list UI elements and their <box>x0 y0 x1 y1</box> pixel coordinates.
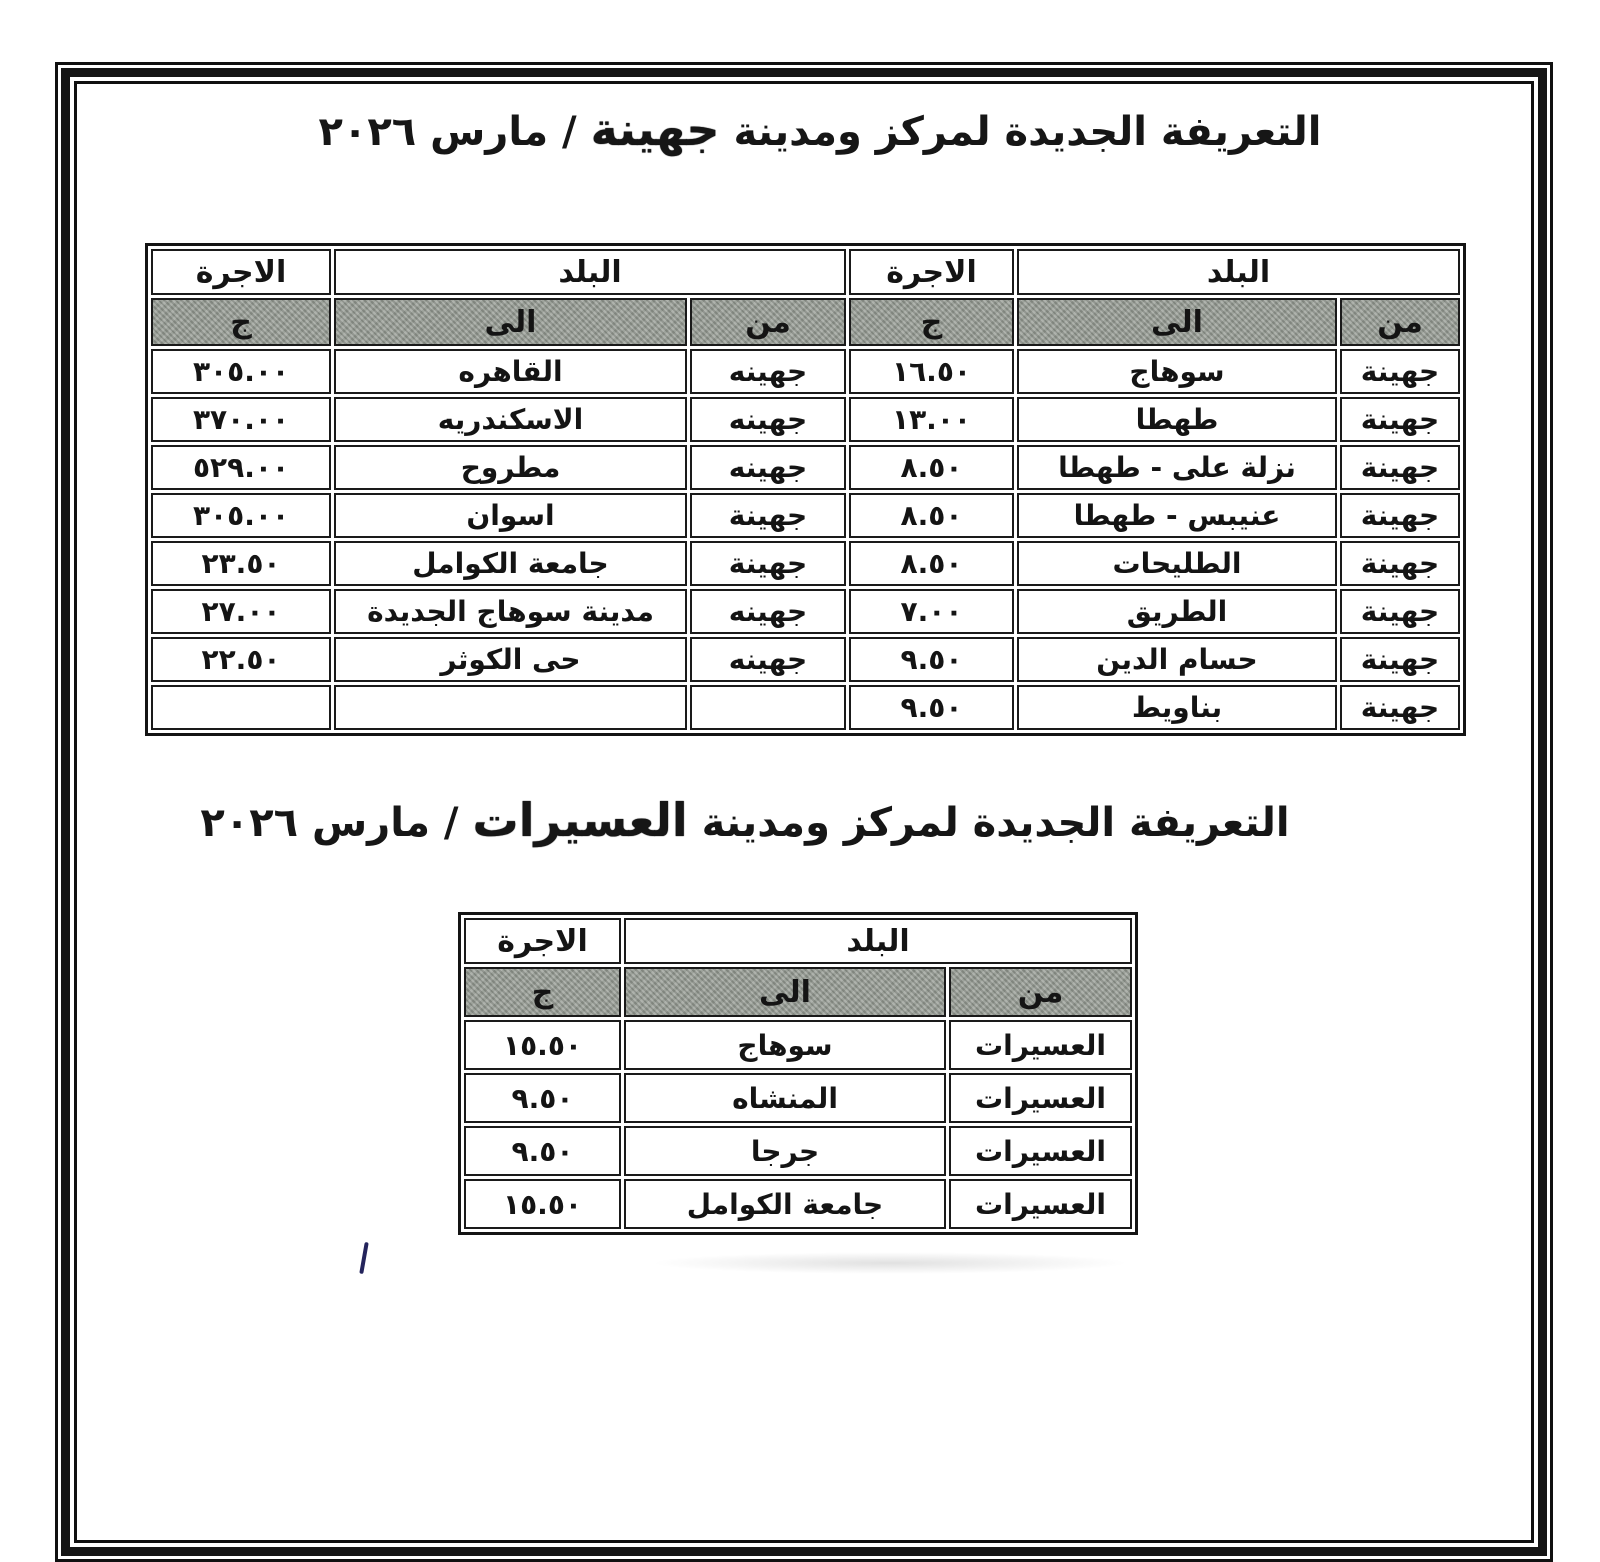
subheader-from: من <box>949 967 1132 1017</box>
cell-to: اسوان <box>334 493 687 538</box>
cell-to: سوهاج <box>1017 349 1337 394</box>
cell-from: جهينة <box>690 493 846 538</box>
cell-to: حسام الدين <box>1017 637 1337 682</box>
cell-fare: ١٥.٥٠ <box>464 1020 621 1070</box>
title-juhayna-city: جهينة <box>590 102 720 156</box>
table-row <box>464 1126 1132 1176</box>
table-row <box>151 493 1460 538</box>
cell-fare: ٩.٥٠ <box>849 685 1014 730</box>
header-country-left: البلد <box>334 249 846 295</box>
subheader-from-left: من <box>690 298 846 346</box>
cell-from: جهينة <box>1340 589 1460 634</box>
cell-to: الاسكندريه <box>334 397 687 442</box>
cell-fare: ٥٢٩.٠٠ <box>151 445 331 490</box>
header-fare: الاجرة <box>464 918 621 964</box>
title-juhayna <box>85 102 1555 156</box>
cell-from: العسيرات <box>949 1073 1132 1123</box>
cell-to: مدينة سوهاج الجديدة <box>334 589 687 634</box>
table-row <box>151 541 1460 586</box>
subheader-pound-right: ج <box>849 298 1014 346</box>
table-row <box>464 1073 1132 1123</box>
cell-to: بناويط <box>1017 685 1337 730</box>
header-fare-right: الاجرة <box>849 249 1014 295</box>
cell-to: الطليحات <box>1017 541 1337 586</box>
table-row <box>151 589 1460 634</box>
header-country-right: البلد <box>1017 249 1460 295</box>
cell-from <box>690 685 846 730</box>
title-asirat-city: العسيرات <box>472 793 688 847</box>
cell-from: جهينه <box>690 589 846 634</box>
cell-fare: ٧.٠٠ <box>849 589 1014 634</box>
subheader-pound: ج <box>464 967 621 1017</box>
cell-from: جهينه <box>690 445 846 490</box>
title-asirat-prefix: التعريفة الجديدة لمركز ومدينة <box>687 800 1290 846</box>
subheader-to-left: الى <box>334 298 687 346</box>
cell-to <box>334 685 687 730</box>
cell-fare: ١٦.٥٠ <box>849 349 1014 394</box>
cell-to: جامعة الكوامل <box>624 1179 946 1229</box>
cell-fare: ٩.٥٠ <box>849 637 1014 682</box>
header-fare-left: الاجرة <box>151 249 331 295</box>
title-juhayna-prefix: التعريفة الجديدة لمركز ومدينة <box>719 109 1322 155</box>
cell-from: جهينة <box>690 541 846 586</box>
cell-fare <box>151 685 331 730</box>
cell-fare: ٢٧.٠٠ <box>151 589 331 634</box>
cell-fare: ١٥.٥٠ <box>464 1179 621 1229</box>
table-row <box>151 637 1460 682</box>
table2-header-row <box>464 918 1132 964</box>
subheader-pound-left: ج <box>151 298 331 346</box>
cell-from: جهينه <box>690 637 846 682</box>
cell-from: جهينة <box>1340 445 1460 490</box>
cell-from: العسيرات <box>949 1179 1132 1229</box>
cell-to: المنشاه <box>624 1073 946 1123</box>
cell-to: جرجا <box>624 1126 946 1176</box>
cell-fare: ١٣.٠٠ <box>849 397 1014 442</box>
cell-to: عنيبس - طهطا <box>1017 493 1337 538</box>
cell-fare: ٣٠٥.٠٠ <box>151 493 331 538</box>
header-country: البلد <box>624 918 1132 964</box>
cell-to: القاهره <box>334 349 687 394</box>
fare-table-asirat <box>458 912 1138 1235</box>
cell-from: جهينة <box>1340 637 1460 682</box>
cell-fare: ٣٧٠.٠٠ <box>151 397 331 442</box>
cell-to: جامعة الكوامل <box>334 541 687 586</box>
cell-from: جهينة <box>1340 685 1460 730</box>
subheader-from-right: من <box>1340 298 1460 346</box>
table1-header-row <box>151 249 1460 295</box>
cell-from: جهينة <box>1340 493 1460 538</box>
cell-from: العسيرات <box>949 1020 1132 1070</box>
cell-fare: ٣٠٥.٠٠ <box>151 349 331 394</box>
table-row <box>151 349 1460 394</box>
scan-smudge <box>650 1252 1130 1274</box>
cell-from: جهينه <box>690 349 846 394</box>
cell-to: طهطا <box>1017 397 1337 442</box>
table-row <box>151 685 1460 730</box>
cell-to: الطريق <box>1017 589 1337 634</box>
table-row <box>151 397 1460 442</box>
subheader-to: الى <box>624 967 946 1017</box>
cell-fare: ٢٢.٥٠ <box>151 637 331 682</box>
title-asirat <box>85 793 1405 847</box>
cell-from: جهينة <box>1340 541 1460 586</box>
table2-subheader-row <box>464 967 1132 1017</box>
cell-fare: ٩.٥٠ <box>464 1073 621 1123</box>
table1-subheader-row <box>151 298 1460 346</box>
subheader-to-right: الى <box>1017 298 1337 346</box>
cell-from: جهينه <box>690 397 846 442</box>
cell-to: نزلة على - طهطا <box>1017 445 1337 490</box>
cell-from: جهينة <box>1340 349 1460 394</box>
cell-fare: ٢٣.٥٠ <box>151 541 331 586</box>
cell-fare: ٨.٥٠ <box>849 445 1014 490</box>
table-row <box>464 1179 1132 1229</box>
cell-fare: ٨.٥٠ <box>849 541 1014 586</box>
title-juhayna-date: / مارس ٢٠٢٦ <box>318 109 591 155</box>
cell-to: حى الكوثر <box>334 637 687 682</box>
cell-from: جهينة <box>1340 397 1460 442</box>
cell-to: مطروح <box>334 445 687 490</box>
cell-to: سوهاج <box>624 1020 946 1070</box>
table-row <box>464 1020 1132 1070</box>
table-row <box>151 445 1460 490</box>
fare-table-juhayna <box>145 243 1466 736</box>
title-asirat-date: / مارس ٢٠٢٦ <box>200 800 473 846</box>
cell-fare: ٨.٥٠ <box>849 493 1014 538</box>
cell-fare: ٩.٥٠ <box>464 1126 621 1176</box>
cell-from: العسيرات <box>949 1126 1132 1176</box>
